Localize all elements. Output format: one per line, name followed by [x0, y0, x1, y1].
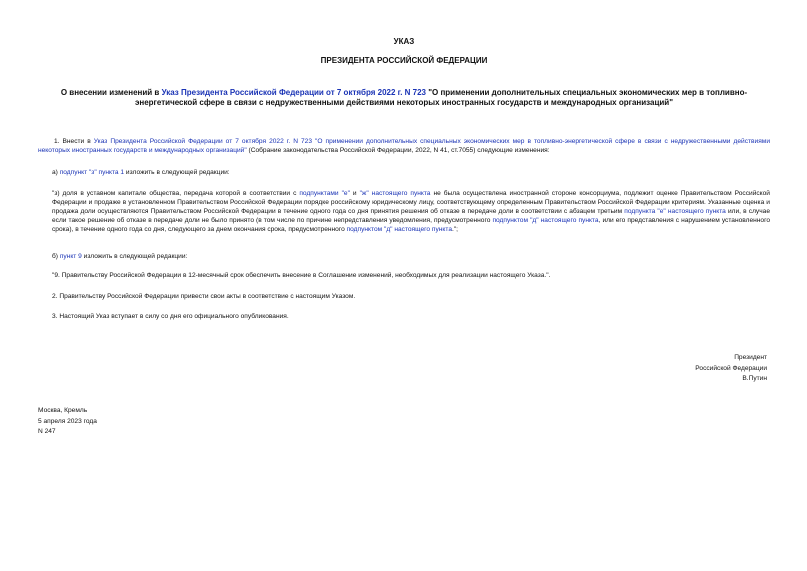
pq-text-5: , или его представления с нарушением установленного срока), в течение одного года со дня, следующего за днем окончания срока, предусмотренного [52, 217, 770, 233]
signature-title: Президент [734, 354, 767, 361]
signing-place: Москва, Кремль [38, 407, 88, 414]
pb-prefix: б) [52, 253, 60, 260]
signature-country: Российской Федерации [695, 364, 767, 372]
decree-document [38, 0, 770, 571]
pq-link-subclause-zh[interactable]: "ж" настоящего пункта [359, 190, 431, 197]
pq-link-subclause-d-1[interactable]: подпунктом "д" настоящего пункта [492, 217, 599, 224]
pb-clause-link[interactable]: пункт 9 [59, 253, 82, 260]
pq-text-1: "з) доля в уставном капитале общества, передача которой в соответствии с [52, 190, 300, 197]
pa-prefix: а) [52, 169, 60, 176]
p1-suffix: (Собрание законодательства Российской Федерации, 2022, N 41, ст.7055) следующие изменения: [246, 147, 550, 154]
paragraph-1 [38, 137, 770, 155]
quoted-clause-9: "9. Правительству Российской Федерации в 12-месячный срок обеспечить внесение в Соглашение изменений, необходимых для реализации настоящего Указа.". [52, 272, 551, 279]
pq-text-2: и [349, 190, 360, 197]
signature-block [567, 353, 767, 385]
decree-number: N 247 [38, 428, 56, 435]
document-heading [38, 88, 770, 108]
pa-subclause-link[interactable]: подпункт "з" пункта 1 [59, 169, 125, 176]
pq-link-subclause-e[interactable]: подпункта "е" настоящего пункта [624, 208, 726, 215]
quoted-subclause-z [52, 189, 770, 234]
p1-decree-link[interactable]: Указ Президента Российской Федерации от 7 октября 2022 г. N 723 "О применении дополнительных специальных экономических мер в топливно-энергетической сфере в связи с недружественными действиями некоторых иностранных государств и международных организаций" [38, 138, 770, 154]
heading-suffix: "О применении дополнительных специальных экономических мер в топливно-энергетической сфере в связи с недружественными действиями некоторых иностранных государств и международных организаций" [134, 88, 748, 107]
subparagraph-b [52, 252, 770, 261]
paragraph-2: 2. Правительству Российской Федерации привести свои акты в соответствие с настоящим Указом. [52, 293, 356, 300]
document-issuer: ПРЕЗИДЕНТА РОССИЙСКОЙ ФЕДЕРАЦИИ [320, 56, 488, 65]
subparagraph-a [52, 168, 770, 177]
pb-suffix: изложить в следующей редакции: [81, 253, 188, 260]
pq-text-6: ."; [452, 226, 459, 233]
heading-decree-link[interactable]: Указ Президента Российской Федерации от 7 октября 2022 г. N 723 [161, 88, 426, 97]
signing-date: 5 апреля 2023 года [38, 417, 97, 425]
pq-text-4: или, в случае если такое решение об отказе в передаче доли не было принято (в том числе по причине непредставления уведомления, предусмотренного [52, 208, 770, 224]
p1-prefix: 1. Внести в [54, 138, 94, 145]
paragraph-3: 3. Настоящий Указ вступает в силу со дня его официального опубликования. [52, 313, 289, 320]
pq-text-3: не была осуществлена иностранной стороне консорциума, подлежит оценке Правительством Российской Федерации и продаже в установленном Правительством Российской Федерации порядке российскому юридическому лицу, соответствующему определенным Правительством Российской Федерации критериям. Указанные оценка и продажа доли осуществляются Правительством Российской Федерации в течение одного года со дня принятия решения об отказе в передаче доли в соответствии с абзацем третьим [52, 190, 770, 215]
place-date-block [38, 406, 97, 438]
pq-link-subclause-d-2[interactable]: подпунктом "д" настоящего пункта [346, 226, 452, 233]
document-title: УКАЗ [393, 37, 415, 46]
pa-suffix: изложить в следующей редакции: [124, 169, 230, 176]
signature-name: В.Путин [742, 375, 767, 382]
pq-link-subclauses-e[interactable]: подпунктами "е" [299, 190, 350, 197]
heading-prefix: О внесении изменений в [60, 88, 162, 97]
